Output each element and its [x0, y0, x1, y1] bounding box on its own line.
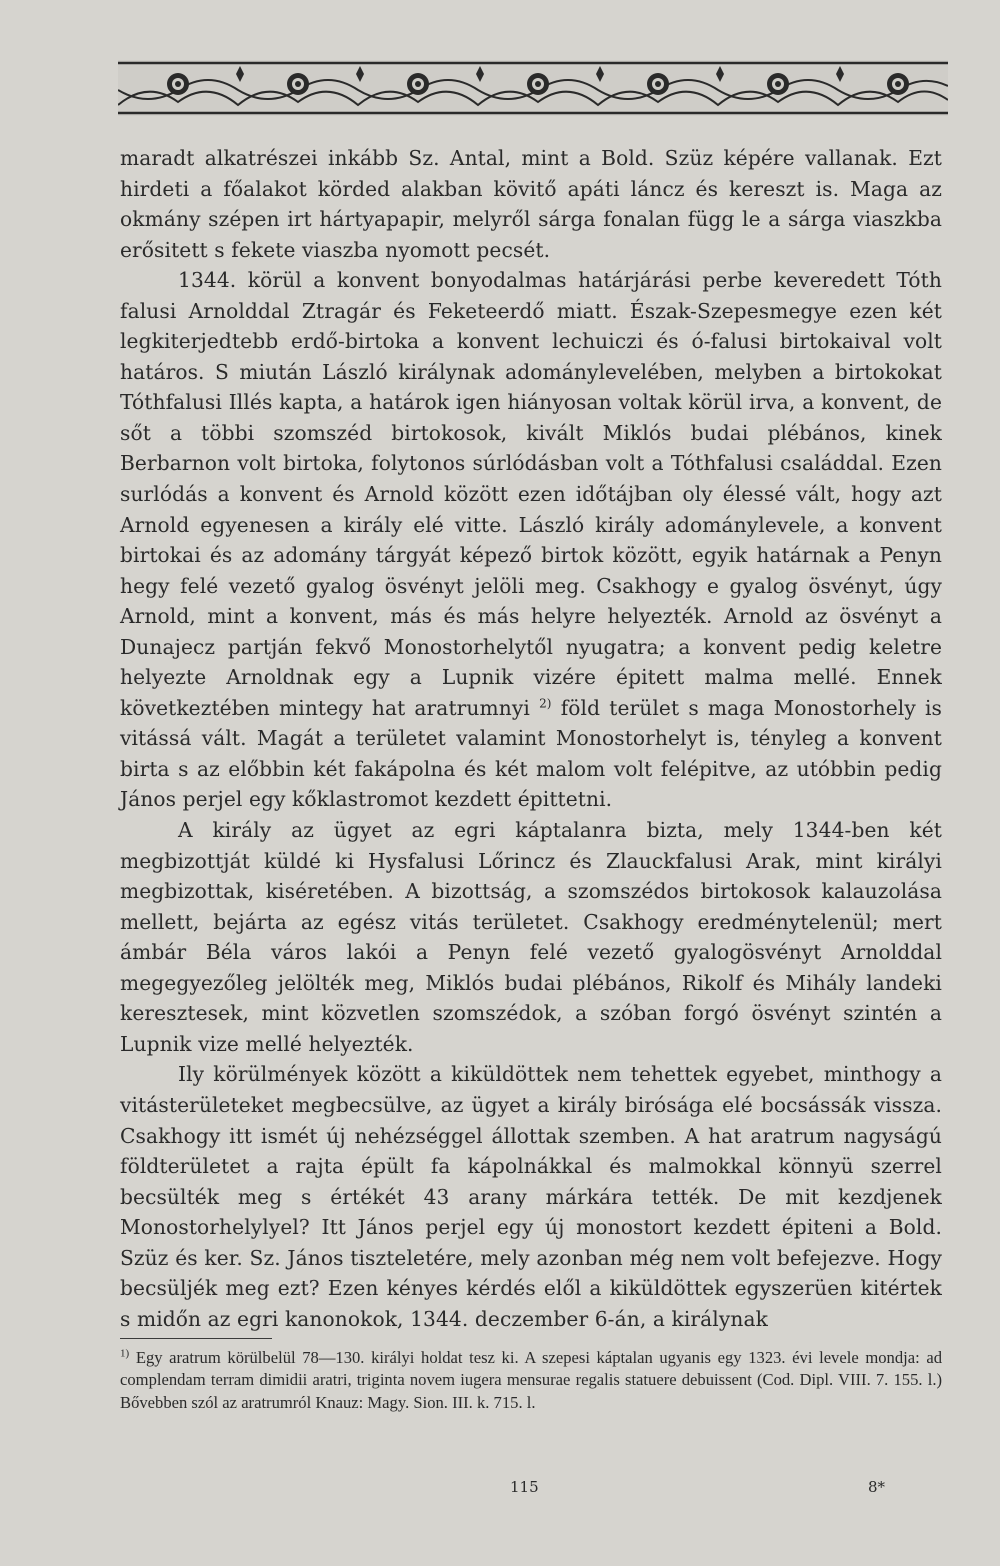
footnote-reference: 2): [539, 696, 552, 711]
paragraph-3: A király az ügyet az egri káptalanra bizta, mely 1344-ben két megbizottját küldé ki Hysfalusi Lőrincz és Zlauckfalusi Arak, mint királyi megbizottak, kiséretében. A bizottság, a szomszédos birtokosok kalauzolása mellett, bejárta az egész vitás területet. Csakhogy eredménytelenül; mert ámbár Béla város lakói a Penyn felé vezető gyalogösvényt Arnolddal megegyezőleg jelölték meg, Miklós budai plébános, Rikolf és Mihály landeki keresztesek, mint közvetlen szomszédok, a szóban forgó ösvényt szintén a Lupnik vize mellé helyezték.: [120, 818, 942, 1056]
paragraph-1: maradt alkatrészei inkább Sz. Antal, mint a Bold. Szüz képére vallanak. Ezt hirdeti a főalakot körded alakban kövitő apáti láncz és kereszt is. Maga az okmány szépen irt hártyapapir, melyről sárga fonalan függ le a sárga viaszkba erősitett s fekete viaszba nyomott pecsét.: [120, 146, 942, 262]
signature-mark: 8*: [868, 1478, 886, 1496]
paragraph-2-text: 1344. körül a konvent bonyodalmas határjárási perbe keveredett Tóth falusi Arnolddal Ztragár és Feketeerdő miatt. Észak-Szepesmegye ezen két legkiterjedtebb erdő-birtoka a konvent lechuiczi és ó-falusi birtokaival volt határos. S miután László királynak adománylevelében, melyben a birtokokat Tóthfalusi Illés kapta, a határok igen hiányosan voltak körül irva, a konvent, de sőt a többi szomszéd birtokosok, kivált Miklós budai plébános, kinek Berbarnon volt birtoka, folytonos súrlódásban volt a Tóthfalusi családdal. Ezen surlódás a konvent és Arnold között ezen időtájban oly élessé vált, hogy azt Arnold egyenesen a király elé vitte. László király adománylevele, a konvent birtokai és az adomány tárgyát képező birtok között, egyik határnak a Penyn hegy felé vezető gyalog ösvényt jelöli meg. Csakhogy e gyalog ösvényt, úgy Arnold, mint a konvent, más és más helyre helyezték. Arnold az ösvényt a Dunajecz partján fekvő Monostorhelytől nyugatra; a konvent pedig keletre helyezte Arnoldnak egy a Lupnik vizére épitett malma mellé. Ennek következtében mintegy hat aratrumnyi: [120, 268, 942, 720]
footnote-text: Egy aratrum körülbelül 78—130. királyi holdat tesz ki. A szepesi káptalan ugyanis egy 1323. évi levele mondja: ad complendam terram dimidii aratri, triginta novem iugera mensurae regalis statuere debuissent (Cod. Dipl. VIII. 7. 155. l.) Bővebben szól az aratrumról Knauz: Magy. Sion. III. k. 715. l.: [120, 1348, 942, 1412]
page-number: 115: [510, 1478, 539, 1496]
paragraph-2-continuation: föld terület s maga Monostorhely is vitássá vált. Magát a területet valamint Monostorhelyt is, tényleg a konvent birta s az előbbin két fakápolna és két malom volt felépitve, az utóbbin pedig János perjel egy kőklastromot kezdett épittetni.: [120, 695, 942, 812]
paragraph-4: Ily körülmények között a kiküldöttek nem tehettek egyebet, minthogy a vitásterületeket megbecsülve, az ügyet a király birósága elé bocsássák vissza. Csakhogy itt ismét új nehézséggel állottak szemben. A hat aratrum nagyságú földterületet a rajta épült fa kápolnákkal és malmokkal könnyü szerrel becsülték meg s értékét 43 arany márkára tették. De mit kezdjenek Monostorhelylyel? Itt János perjel egy új monostort kezdett épiteni a Bold. Szüz és ker. Sz. János tiszteletére, mely azonban még nem volt befejezve. Hogy becsüljék meg ezt? Ezen kényes kérdés elől a kiküldöttek egyszerüen kitértek s midőn az egri kanonokok, 1344. deczember 6-án, a királynak: [120, 1062, 942, 1331]
main-text: [120, 143, 942, 1334]
footnote: [120, 1347, 942, 1414]
footnote-marker: 1): [120, 1347, 130, 1360]
footnote-divider: [120, 1338, 272, 1339]
paragraph-2: [120, 265, 942, 815]
decorative-header-ornament: [118, 60, 948, 116]
